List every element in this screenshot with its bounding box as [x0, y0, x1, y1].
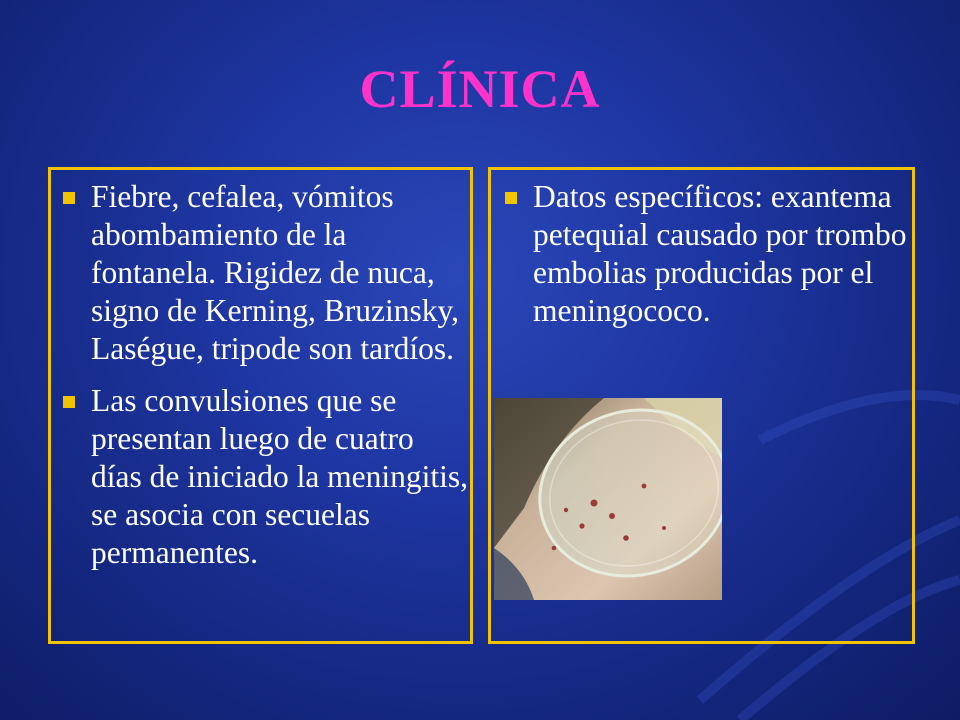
left-bullet-list: [91, 178, 471, 586]
square-bullet-icon: [63, 192, 75, 204]
list-item: [91, 178, 471, 368]
square-bullet-icon: [63, 396, 75, 408]
bullet-text: Fiebre, cefalea, vómitos abombamiento de la fontanela. Rigidez de nuca, signo de Kerning, Bruzinsky, Laségue, tripode son tardíos.: [91, 179, 460, 366]
left-panel: [48, 167, 473, 644]
bullet-text: Datos específicos: exantema petequial causado por trombo embolias producidas por el meningococo.: [533, 179, 907, 328]
slide-title: CLÍNICA: [359, 59, 601, 119]
right-bullet-list: [533, 178, 913, 344]
square-bullet-icon: [505, 192, 517, 204]
list-item: [533, 178, 913, 330]
list-item: [91, 382, 471, 572]
petechial-rash-glass-test-photo: [494, 398, 722, 600]
bullet-text: Las convulsiones que se presentan luego de cuatro días de iniciado la meningitis, se asocia con secuelas permanentes.: [91, 383, 469, 570]
